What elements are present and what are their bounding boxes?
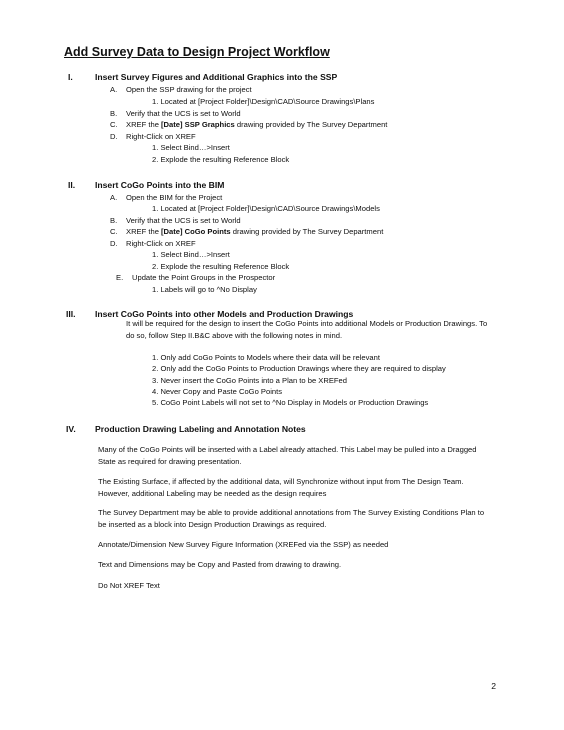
section-4-paragraph: The Survey Department may be able to provide additional annotations from The Survey Existing Conditions Plan to be inserted as a block into Design Production Drawings as required. <box>98 508 485 529</box>
item-text: Verify that the UCS is set to World <box>126 109 241 118</box>
section-4-number: IV. <box>66 424 76 434</box>
item-text-pre: XREF the <box>126 227 162 236</box>
note-item: 1. Only add CoGo Points to Models where their data will be relevant <box>152 353 380 362</box>
item-marker: C. <box>110 227 118 236</box>
section-2-number: II. <box>68 180 76 190</box>
sub-item-text: 1. Labels will go to ^No Display <box>152 285 257 294</box>
section-4-paragraph: Many of the CoGo Points will be inserted with a Label already attached. This Label may be pulled into a Dragged State as required for drawing presentation. <box>98 445 477 466</box>
sub-item-text: 2. Explode the resulting Reference Block <box>152 155 290 164</box>
note-item: 5. CoGo Point Labels will not set to ^No Display in Models or Production Drawings <box>152 398 429 407</box>
section-3-title: Insert CoGo Points into other Models and Production Drawings <box>95 309 354 319</box>
section-2-title: Insert CoGo Points into the BIM <box>95 180 225 190</box>
item-text-pre: XREF the <box>126 120 162 129</box>
item-marker: C. <box>110 120 118 129</box>
sub-item-text: 1. Select Bind…>Insert <box>152 250 230 259</box>
sub-item-text: 2. Explode the resulting Reference Block <box>152 262 290 271</box>
note-item: 3. Never insert the CoGo Points into a Plan to be XREFed <box>152 376 348 385</box>
sub-item-text: 1. Located at [Project Folder]\Design\CAD\Source Drawings\Models <box>152 204 380 213</box>
item-text: Verify that the UCS is set to World <box>126 216 241 225</box>
page-number: 2 <box>491 681 496 691</box>
item-marker: B. <box>110 109 118 118</box>
note-item: 4. Never Copy and Paste CoGo Points <box>152 387 283 396</box>
item-text-post: drawing provided by The Survey Department <box>234 120 388 129</box>
item-text <box>126 227 383 236</box>
item-text: Open the BIM for the Project <box>126 193 223 202</box>
section-4-title: Production Drawing Labeling and Annotation Notes <box>95 424 306 434</box>
section-4-paragraph: Text and Dimensions may be Copy and Pasted from drawing to drawing. <box>98 560 342 569</box>
item-text-bold: [Date] SSP Graphics <box>161 120 235 129</box>
item-marker: A. <box>110 193 118 202</box>
sub-item-text: 1. Select Bind…>Insert <box>152 143 230 152</box>
item-text <box>126 120 387 129</box>
document-title: Add Survey Data to Design Project Workflow <box>64 45 330 59</box>
section-1-number: I. <box>68 72 73 82</box>
section-4-paragraph: The Existing Surface, if affected by the additional data, will Synchronize without input from The Design Team. However, additional Labeling may be needed as the design requires <box>98 477 464 498</box>
item-text-post: drawing provided by The Survey Department <box>230 227 384 236</box>
item-marker: D. <box>110 239 118 248</box>
item-marker: E. <box>116 273 124 282</box>
item-text: Right-Click on XREF <box>126 132 196 141</box>
item-text-bold: [Date] CoGo Points <box>161 227 231 236</box>
section-4-paragraph: Do Not XREF Text <box>98 581 160 590</box>
section-1-title: Insert Survey Figures and Additional Graphics into the SSP <box>95 72 338 82</box>
item-text: Right-Click on XREF <box>126 239 196 248</box>
section-3-number: III. <box>66 309 76 319</box>
sub-item-text: 1. Located at [Project Folder]\Design\CAD\Source Drawings\Plans <box>152 97 375 106</box>
item-marker: D. <box>110 132 118 141</box>
section-4-paragraph: Annotate/Dimension New Survey Figure Information (XREFed via the SSP) as needed <box>98 540 389 549</box>
section-3-paragraph: It will be required for the design to insert the CoGo Points into additional Models or Production Drawings. To do so, follow Step II.B&C above with the following notes in mind. <box>126 319 488 340</box>
item-marker: A. <box>110 85 118 94</box>
item-marker: B. <box>110 216 118 225</box>
item-text: Open the SSP drawing for the project <box>126 85 252 94</box>
note-item: 2. Only add the CoGo Points to Production Drawings where they are required to display <box>152 364 446 373</box>
item-text: Update the Point Groups in the Prospector <box>132 273 276 282</box>
